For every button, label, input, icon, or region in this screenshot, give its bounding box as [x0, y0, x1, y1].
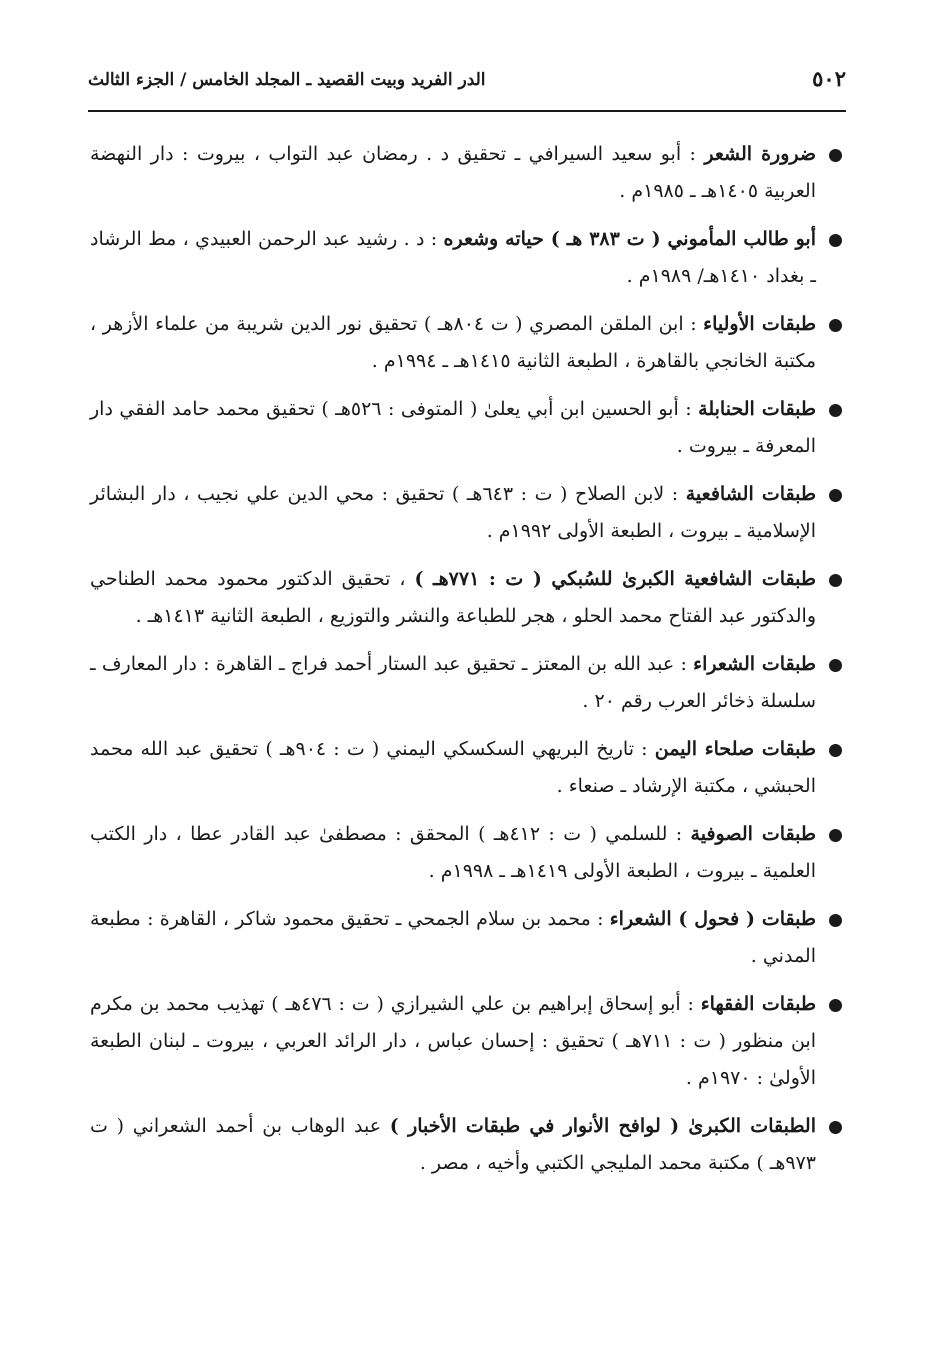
entry-title: طبقات الشافعية — [685, 483, 816, 505]
entry-text: : ابن الملقن المصري ( ت ٨٠٤هـ ) تحقيق نور الدين شريبة من علماء الأزهر ، مكتبة الخانجي بالقاهرة ، الطبعة الثانية ١٤١٥هـ ـ ١٩٩٤م . — [90, 313, 816, 372]
bibliography-list — [90, 136, 838, 1193]
entry-text: : لابن الصلاح ( ت : ٦٤٣هـ ) تحقيق : محي الدين علي نجيب ، دار البشائر الإسلامية ـ بيروت ، الطبعة الأولى ١٩٩٢م . — [90, 483, 816, 542]
entry-text: : أبو إسحاق إبراهيم بن علي الشيرازي ( ت : ٤٧٦هـ ) تهذيب محمد بن مكرم ابن منظور ( ت : ٧١١هـ ) تحقيق : إحسان عباس ، دار الرائد العربي ، بيروت ـ لبنان الطبعة الأولىٰ : ١٩٧٠م . — [90, 993, 816, 1089]
bibliography-entry — [90, 816, 838, 890]
entry-title: ضرورة الشعر — [704, 143, 816, 165]
entry-title: طبقات الشعراء — [693, 653, 817, 675]
page-number: ٥٠٢ — [812, 66, 846, 91]
entry-text: : د . رشيد عبد الرحمن العبيدي ، مط الرشاد ـ بغداد ١٤١٠هـ/ ١٩٨٩م . — [90, 228, 816, 287]
entry-title: طبقات الفقهاء — [700, 993, 816, 1015]
page-header — [88, 66, 846, 100]
running-title: الدر الفريد وبيت القصيد ـ المجلد الخامس / الجزء الثالث — [88, 70, 486, 90]
entry-text: : أبو سعيد السيرافي ـ تحقيق د . رمضان عبد التواب ، بيروت : دار النهضة العربية ١٤٠٥هـ ـ ١٩٨٥م . — [90, 143, 816, 202]
entry-title: طبقات ( فحول ) الشعراء — [609, 908, 816, 930]
entry-title: طبقات الحنابلة — [698, 398, 816, 420]
bullet-icon — [829, 999, 842, 1012]
header-divider — [88, 110, 846, 112]
bibliography-entry — [90, 561, 838, 635]
entry-title: الطبقات الكبرىٰ ( لوافح الأنوار في طبقات الأخبار ) — [389, 1115, 816, 1137]
entry-text: عبد الوهاب بن أحمد الشعراني ( ت ٩٧٣هـ ) مكتبة محمد المليجي الكتبي وأخيه ، مصر . — [90, 1115, 816, 1174]
bullet-icon — [829, 829, 842, 842]
bullet-icon — [829, 574, 842, 587]
bullet-icon — [829, 1121, 842, 1134]
entry-text: : أبو الحسين ابن أبي يعلىٰ ( المتوفى : ٥٢٦هـ ) تحقيق محمد حامد الفقي دار المعرفة ـ بيروت . — [90, 398, 816, 457]
entry-title: طبقات الأولياء — [703, 313, 816, 335]
entry-text: : عبد الله بن المعتز ـ تحقيق عبد الستار أحمد فراج ـ القاهرة : دار المعارف ـ سلسلة ذخائر العرب رقم ٢٠ . — [90, 653, 816, 712]
bullet-icon — [829, 744, 842, 757]
entry-text: : للسلمي ( ت : ٤١٢هـ ) المحقق : مصطفىٰ عبد القادر عطا ، دار الكتب العلمية ـ بيروت ، الطبعة الأولى ١٤١٩هـ ـ ١٩٩٨م . — [90, 823, 816, 882]
bullet-icon — [829, 149, 842, 162]
bibliography-entry — [90, 476, 838, 550]
entry-title: أبو طالب المأموني ( ت ٣٨٣ هـ ) حياته وشعره — [443, 228, 817, 250]
entry-title: طبقات صلحاء اليمن — [654, 738, 816, 760]
entry-title: طبقات الصوفية — [690, 823, 816, 845]
entry-text: : محمد بن سلام الجمحي ـ تحقيق محمود شاكر ، القاهرة : مطبعة المدني . — [90, 908, 816, 967]
bibliography-entry — [90, 731, 838, 805]
bibliography-entry — [90, 986, 838, 1097]
bullet-icon — [829, 489, 842, 502]
bullet-icon — [829, 234, 842, 247]
bibliography-entry — [90, 136, 838, 210]
bibliography-entry — [90, 1108, 838, 1182]
bullet-icon — [829, 319, 842, 332]
bibliography-entry — [90, 306, 838, 380]
bibliography-entry — [90, 391, 838, 465]
bibliography-entry — [90, 221, 838, 295]
bibliography-entry — [90, 646, 838, 720]
bullet-icon — [829, 659, 842, 672]
entry-text: ، تحقيق الدكتور محمود محمد الطناحي والدكتور عبد الفتاح محمد الحلو ، هجر للطباعة والنشر والتوزيع ، الطبعة الثانية ١٤١٣هـ . — [90, 568, 816, 627]
bullet-icon — [829, 404, 842, 417]
entry-title: طبقات الشافعية الكبرىٰ للسُبكي ( ت : ٧٧١هـ ) — [414, 568, 816, 590]
bibliography-entry — [90, 901, 838, 975]
entry-text: : تاريخ البريهي السكسكي اليمني ( ت : ٩٠٤هـ ) تحقيق عبد الله محمد الحبشي ، مكتبة الإرشاد ـ صنعاء . — [90, 738, 816, 797]
bullet-icon — [829, 914, 842, 927]
